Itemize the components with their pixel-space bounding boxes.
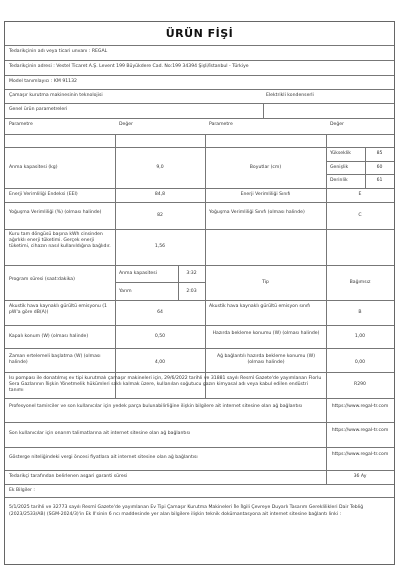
eei-value: 84,8 (154, 192, 166, 197)
refrigerant-label: Isı pompası ile donatılmış ev tipi kurutmalı çamaşır makineleri için, 29/6/2022 tarihli ve 31881 sayılı Resmî Gazete'de yayımlanan Florlu Sera Gazlarının İlişkin Yönetmelik hükümleri saklı kalmak üzere, kullanılan soğutucu gazın kimyasal adı veya kabul edilen endüstri tanımı (9, 376, 322, 393)
height-label: Yükseklik (330, 151, 351, 156)
rated-capacity-duration-label: Anma kapasitesi (119, 271, 157, 276)
rule (5, 447, 394, 448)
rule (5, 484, 394, 485)
rated-capacity-value: 9,0 (156, 165, 164, 170)
half-load-duration-value: 2:03 (186, 289, 197, 294)
noise-label: Akustik hava kaynaklı gürültü emisyonu (1 pW'a göre dB(A)) (9, 304, 107, 315)
rule (5, 300, 394, 301)
energy-class-label: Enerji Verimliliği Sınıfı (240, 192, 291, 197)
col-header-param: Parametre (9, 122, 33, 127)
warranty-value: 36 Ay (353, 474, 367, 479)
rule (5, 75, 394, 76)
spare-parts-link[interactable]: https://www.regal-tr.com (331, 404, 389, 409)
noise-class-label: Akustik hava kaynaklı gürültü emisyon sınıfı (209, 304, 311, 309)
condensation-label: Yoğuşma Verimliliği (%) (olması halinde) (9, 210, 102, 215)
type-value: Bağımsız (349, 280, 371, 285)
half-load-duration-label: Yarım (119, 289, 132, 294)
rule (5, 348, 394, 349)
col-header-value: Değer (119, 122, 133, 127)
col-header-param: Parametre (209, 122, 233, 127)
rule (5, 422, 394, 423)
rule (5, 45, 394, 46)
technology-value: Elektrikli kondenserli (266, 93, 314, 98)
energy-consumption-label: Kuru tam döngüsü başına kWh cinsinden ağırlıklı enerji tüketimi. Gerçek enerji tüketimi, cihazın nasıl kullanıldığına bağlıdır. (9, 232, 111, 249)
model-identifier: Model tanımlayıcı : KM 91132 (9, 79, 77, 84)
rated-capacity-label: Anma kapasitesi (kg) (9, 165, 58, 170)
rule (5, 497, 394, 498)
repair-instructions-link[interactable]: https://www.regal-tr.com (331, 428, 389, 433)
networked-standby-label: Ağ bağlantılı hazırda bekleme konumu (W) (olması halinde) (216, 354, 316, 365)
condensation-value: 82 (157, 213, 163, 218)
prices-link[interactable]: https://www.regal-tr.com (331, 452, 389, 457)
rule (5, 229, 394, 230)
rule (205, 134, 206, 300)
rule (5, 325, 394, 326)
eei-label: Enerji Verimliliği Endeksi (EEI) (9, 192, 78, 197)
rule (326, 161, 394, 162)
additional-info-label: Ek Bilgiler : (9, 488, 35, 493)
prices-link-label: Gösterge niteliğindeki vergi öncesi fiyatlara ait internet sitesine olan ağ bağlantısı (9, 455, 198, 460)
depth-value: 61 (376, 178, 383, 183)
rule (5, 103, 394, 104)
width-label: Genişlik (330, 165, 349, 170)
col-header-value: Değer (330, 122, 344, 127)
supplier-address: Tedarikçinin adresi : Vestel Ticaret A.Ş. Levent 199 Büyükdere Cad. No:199 34394 Şişli/İstanbul - Türkiye (9, 64, 249, 69)
off-mode-value: 0,50 (154, 334, 166, 339)
rule (5, 147, 394, 148)
technology-label: Çamaşır kurutma makinesinin teknolojisi (9, 93, 103, 98)
general-parameters: Genel ürün parametreleri (9, 107, 68, 112)
rule (115, 282, 205, 283)
rule (5, 188, 394, 189)
warranty-label: Tedarikçi tarafından belirlenen asgari garanti süresi (9, 474, 128, 479)
width-value: 60 (376, 165, 383, 170)
supplier-name: Tedarikçinin adı veya ticari unvanı : REGAL (9, 49, 108, 54)
spare-parts-link-label: Profesyonel tamirciler ve son kullanıcılar için yedek parça bulunabilirliğine ilişkin bilgilere ait internet sitesine olan ağ bağlantısı (9, 404, 303, 409)
off-mode-label: Kapalı konum (W) (olması halinde) (9, 334, 89, 339)
dimensions-label: Boyutlar (cm) (249, 165, 282, 170)
rule (5, 60, 394, 61)
standby-value: 1,00 (354, 334, 366, 339)
noise-class-value: B (358, 310, 362, 315)
footer-note: 5/1/2025 tarihli ve 32773 sayılı Resmî Gazete'de yayımlanan Ev Tipi Çamaşır Kurutma Makineleri İle İlgili Çevreye Duyarlı Tasarım Gereklilikleri Dair Tebliğ (2023/2533/AB) (SGM-2024/3)'in Ek II'sinin 6 ncı maddesinde yer alan bilgilere ilişkin teknik dokümantasyona ait internet sitesine bağlantı linki : (9, 505, 364, 517)
condensation-class-value: C (358, 213, 362, 218)
type-label: Tip (262, 280, 269, 285)
rule (5, 134, 394, 135)
noise-value: 64 (157, 310, 163, 315)
standby-label: Hazırda bekleme konumu (W) (olması halinde) (212, 331, 320, 336)
delay-start-label: Zaman ertelemeli başlatma (W) (olması halinde) (9, 354, 101, 365)
rule (5, 265, 394, 266)
rule (5, 470, 394, 471)
rule (5, 372, 394, 373)
refrigerant-value: R290 (354, 382, 366, 387)
rule (326, 174, 394, 175)
rule (263, 103, 264, 118)
networked-standby-value: 0,00 (354, 360, 366, 365)
rule (326, 398, 327, 484)
condensation-class-label: Yoğuşma Verimliliği Sınıfı (olması halinde) (209, 210, 305, 215)
rule (5, 89, 394, 90)
rule (5, 202, 394, 203)
repair-instructions-link-label: Son kullanıcılar için onarım talimatlarına ait internet sitesine olan ağ bağlantısı (9, 431, 191, 436)
fiche-title: ÜRÜN FİŞİ (165, 27, 234, 40)
delay-start-value: 4,00 (154, 360, 166, 365)
energy-consumption-value: 1,56 (154, 244, 166, 249)
rated-capacity-duration-value: 3:32 (186, 271, 197, 276)
energy-class-value: E (358, 192, 362, 197)
depth-label: Derinlik (330, 178, 348, 183)
height-value: 85 (376, 151, 383, 156)
rule (5, 118, 394, 119)
program-duration-label: Program süresi (saat:dakika) (9, 277, 75, 282)
rule (5, 398, 394, 399)
